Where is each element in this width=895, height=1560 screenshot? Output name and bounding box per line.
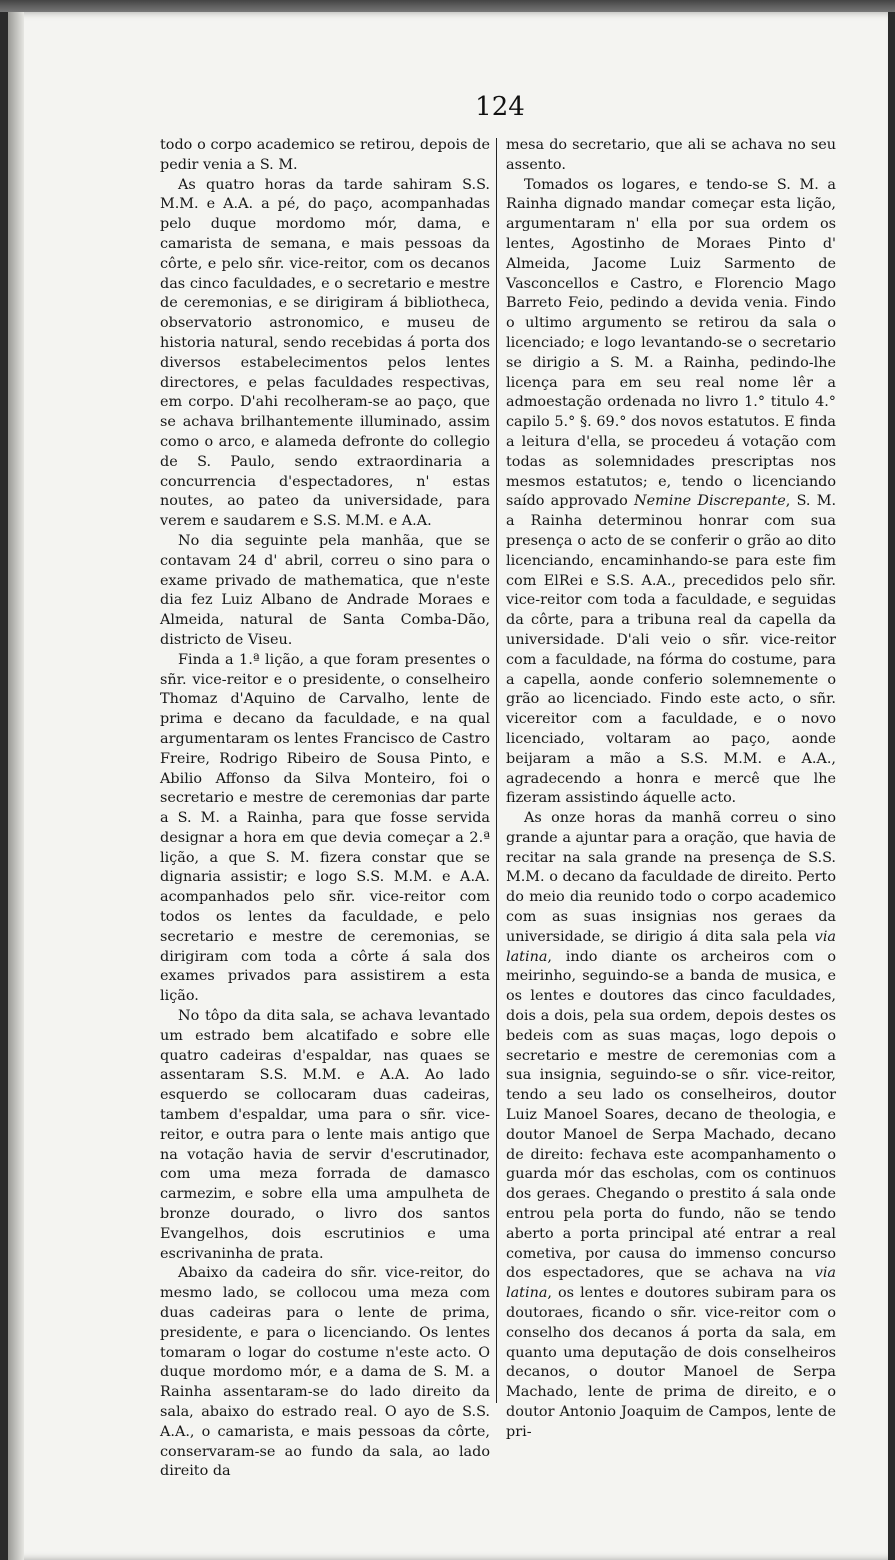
- text-run: , S. M. a Rainha determinou honrar com sua presença o acto de se conferir o grão ao dito licenciando, encaminhando-se para este fim com ElRei e S.S. A.A., precedidos pelo sñr. vice-reitor com toda a faculdade, e seguidas da côrte, para a tribuna real da capella da universidade. D'ali veio o sñr. vice-reitor com a faculdade, na fórma do costume, para a capella, aonde conferio solemnemente o grão ao licenciado. Findo este acto, o sñr. vicereitor com a faculdade, e o novo licenciado, voltaram ao paço, aonde beijaram a mão a S.S. M.M. e A.A., agradecendo a honra e mercê que lhe fizeram assistindo áquelle acto.: [506, 493, 837, 807]
- text-run: , indo diante os archeiros com o meirinho, seguindo-se a banda de musica, e os lentes e doutores das cinco faculdades, dois a dois, pela sua ordem, depois destes os bedeis com as suas maças, logo depois o secretario e mestre de ceremonias com a sua insignia, seguindo-se o sñr. vice-reitor, tendo a seu lado os conselheiros, doutor Luiz Manoel Soares, decano de theologia, e doutor Manoel de Serpa Machado, decano de direito: fechava este acompanhamento o guarda mór das escholas, com os continuos dos geraes. Chegando o prestito á sala onde entrou pela porta do fundo, não se tendo aberto a porta principal até entrar a real cometiva, por causa do immenso concurso dos espectadores, que se achava na: [506, 948, 836, 1282]
- italic-phrase: via latina: [506, 1265, 836, 1302]
- paragraph: No tôpo da dita sala, se achava levantado um estrado bem alcatifado e sobre elle quatro cadeiras d'espaldar, nas quaes se assentaram S.S. M.M. e A.A. Ao lado esquerdo se collocaram duas cadeiras, tambem d'espaldar, uma para o sñr. vice-reitor, e outra para o lente mais antigo que na votação havia de servir d'escrutinador, com uma meza forrada de damasco carmezim, e sobre ella uma ampulheta de bronze dourado, o livro dos santos Evangelhos, dois escrutinios e uma escrivaninha de prata.: [160, 1008, 490, 1262]
- text-run: Tomados os logares, e tendo-se S. M. a Rainha dignado mandar começar esta lição, argumentaram n' ella por sua ordem os lentes, Agostinho de Moraes Pinto d' Almeida, Jacome Luiz Sarmento de Vasconcellos e Castro, e Florencio Mago Barreto Feio, pedindo a devida venia. Findo o ultimo argumento se retirou da sala o licenciado; e logo levantando-se o secretario se dirigio a S. M. a Rainha, pedindo-lhe licença para em seu real nome lêr a admoestação ordenada no livro 1.° titulo 4.° capilo 5.° §. 69.° dos novos estatutos. E finda a leitura d'ella, se procedeu á votação com todas as solemnidades prescriptas nos mesmos estatutos; e, tendo o licenciando saído approvado: [506, 176, 836, 510]
- text-run: , os lentes e doutores subiram para os doutoraes, ficando o sñr. vice-reitor com o conselho dos decanos á porta da sala, em quanto uma deputação de dois conselheiros decanos, o doutor Manoel de Serpa Machado, lente de prima de direito, e o doutor Antonio Joaquim de Campos, lente de pri-: [506, 1285, 836, 1440]
- paragraph: As quatro horas da tarde sahiram S.S. M.M. e A.A. a pé, do paço, acompanhadas pelo duque mordomo mór, dama, e camarista de semana, e mais pessoas da côrte, e pelo sñr. vice-reitor, com os decanos das cinco faculdades, e o secretario e mestre de ceremonias, e se dirigiram á bibliotheca, observatorio astronomico, e museu de historia natural, sendo recebidas á porta dos diversos estabelecimentos pelos lentes directores, e pelas faculdades respectivas, em corpo. D'ahi recolheram-se ao paço, que se achava brilhantemente illuminado, assim como o arco, e alameda defronte do collegio de S. Paulo, sendo extraordinaria a concurrencia d'espectadores, n' estas noutes, ao pateo da universidade, para verem e saudarem e S.S. M.M. e A.A.: [160, 176, 490, 530]
- scan-top-edge: [0, 0, 895, 12]
- paragraph: [506, 176, 836, 810]
- paragraph: Finda a 1.ª lição, a que foram presentes o sñr. vice-reitor e o presidente, o conselheiro Thomaz d'Aquino de Carvalho, lente de prima e decano da faculdade, e na qual argumentaram os lentes Francisco de Castro Freire, Rodrigo Ribeiro de Sousa Pinto, e Abilio Affonso da Silva Monteiro, foi o secretario e mestre de ceremonias dar parte a S. M. a Rainha, para que fosse servida designar a hora em que devia começar a 2.ª lição, a que S. M. fizera constar que se dignaria assistir; e logo S.S. M.M. e A.A. acompanhados pelo sñr. vice-reitor com todos os lentes da faculdade, e pelo secretario e mestre de ceremonias, se dirigiram com toda a côrte á sala dos exames privados para assistirem a esta lição.: [160, 651, 490, 1005]
- text-run: As onze horas da manhã correu o sino grande a ajuntar para a oração, que havia de recitar na sala grande na presença de S.S. M.M. o decano da faculdade de direito. Perto do meio dia reunido todo o corpo academico com as suas insignias nos geraes da universidade, se dirigio á dita sala pela: [506, 810, 836, 945]
- left-text-column: [160, 136, 490, 1482]
- paragraph: Abaixo da cadeira do sñr. vice-reitor, do mesmo lado, se collocou uma meza com duas cadeiras para o lente de prima, presidente, e para o licenciando. Os lentes tomaram o logar do costume n'este acto. O duque mordomo mór, e a dama de S. M. a Rainha assentaram-se do lado direito da sala, abaixo do estrado real. O ayo de S.S. A.A., o camarista, e mais pessoas da côrte, conservaram-se ao fundo da sala, ao lado direito da: [160, 1265, 490, 1480]
- right-text-column: [506, 136, 836, 1443]
- page-binding-shadow: [8, 12, 24, 1560]
- column-divider: [496, 138, 497, 1403]
- paragraph: No dia seguinte pela manhãa, que se contavam 24 d' abril, correu o sino para o exame privado de mathematica, que n'este dia fez Luiz Albano de Andrade Moraes e Almeida, natural de Santa Comba-Dão, districto de Viseu.: [160, 532, 490, 648]
- page-number: 124: [475, 92, 525, 122]
- italic-phrase: via latina: [506, 928, 837, 965]
- paragraph: [506, 809, 836, 1443]
- italic-phrase: Nemine Discrepante: [634, 493, 786, 510]
- paragraph: todo o corpo academico se retirou, depois de pedir venia a S. M.: [160, 137, 490, 173]
- paragraph: mesa do secretario, que ali se achava no seu assento.: [506, 137, 836, 173]
